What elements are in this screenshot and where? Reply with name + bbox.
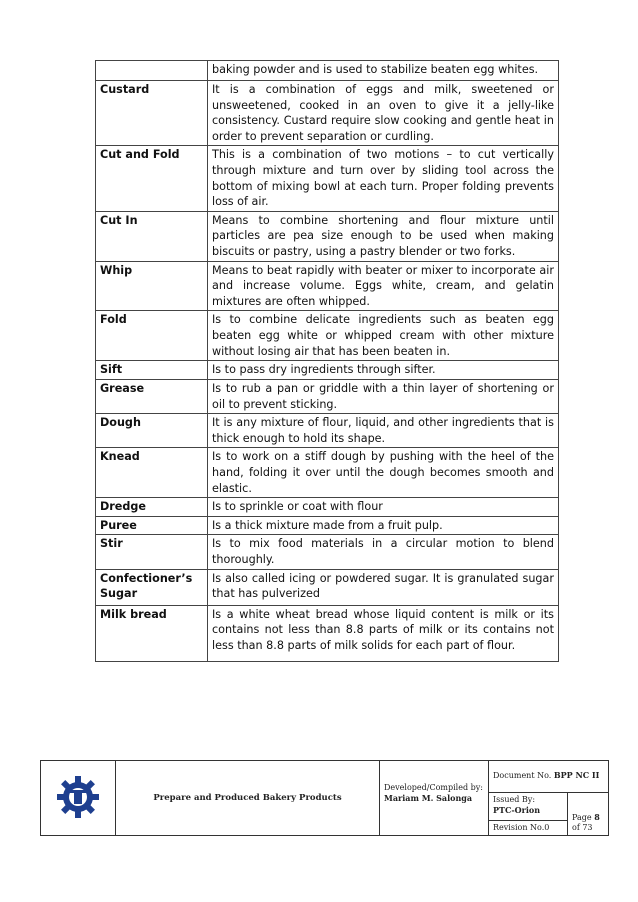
glossary-definition: Is to work on a stiff dough by pushing with the heel of the hand, folding it over until the dough becomes smooth and elastic. — [208, 448, 559, 498]
glossary-term: Stir — [96, 535, 208, 569]
glossary-row — [96, 361, 559, 380]
document-number-cell — [489, 761, 609, 793]
glossary-definition: Is also called icing or powdered sugar. It is granulated sugar that has pulverized — [208, 569, 559, 605]
glossary-table — [95, 60, 559, 662]
glossary-definition: Is to combine delicate ingredients such as beaten egg beaten egg white or whipped cream with other mixture without losing air that has been beaten in. — [208, 311, 559, 361]
glossary-definition: Is a thick mixture made from a fruit pulp. — [208, 516, 559, 535]
glossary-term: Sift — [96, 361, 208, 380]
glossary-row — [96, 498, 559, 517]
revision-cell: Revision No.0 — [489, 820, 568, 835]
developer-name: Mariam M. Salonga — [384, 793, 473, 803]
logo-cell — [41, 761, 116, 836]
glossary-definition: It is any mixture of flour, liquid, and other ingredients that is thick enough to hold its shape. — [208, 414, 559, 448]
issuer-name: PTC-Orion — [493, 805, 541, 815]
glossary-term: Custard — [96, 81, 208, 146]
glossary-term: Grease — [96, 380, 208, 414]
glossary-row — [96, 261, 559, 311]
glossary-term: Puree — [96, 516, 208, 535]
glossary-row — [96, 605, 559, 661]
glossary-definition: baking powder and is used to stabilize beaten egg whites. — [208, 61, 559, 81]
glossary-term: Cut and Fold — [96, 146, 208, 211]
developed-label: Developed/Compiled by: — [384, 783, 483, 792]
glossary-row — [96, 61, 559, 81]
tesda-logo-icon — [55, 774, 101, 820]
glossary-term: Dredge — [96, 498, 208, 517]
document-footer — [40, 760, 609, 836]
glossary-row — [96, 569, 559, 605]
page-number: 8 — [594, 812, 600, 822]
glossary-definition: Is to rub a pan or griddle with a thin layer of shortening or oil to prevent sticking. — [208, 380, 559, 414]
glossary-term: Dough — [96, 414, 208, 448]
glossary-definition: Is a white wheat bread whose liquid content is milk or its contains not less than 8.8 parts of milk or its contains not less than 8.8 parts of milk solids for each part of flour. — [208, 605, 559, 661]
glossary-row — [96, 311, 559, 361]
glossary-term: Confectioner’s Sugar — [96, 569, 208, 605]
glossary-definition: This is a combination of two motions – to cut vertically through mixture and turn over by sliding tool across the bottom of mixing bowl at each turn. Proper folding prevents loss of air. — [208, 146, 559, 211]
glossary-definition: Is to mix food materials in a circular motion to blend thoroughly. — [208, 535, 559, 569]
glossary-row — [96, 535, 559, 569]
glossary-row — [96, 211, 559, 261]
page-total: of 73 — [572, 823, 593, 832]
glossary-definition: Means to combine shortening and flour mixture until particles are pea size enough to be used when making biscuits or pastry, using a pastry blender or two forks. — [208, 211, 559, 261]
glossary-row — [96, 380, 559, 414]
issued-by-cell — [489, 793, 568, 821]
glossary-row — [96, 448, 559, 498]
document-number: BPP NC II — [553, 770, 600, 780]
glossary-definition: Is to sprinkle or coat with flour — [208, 498, 559, 517]
glossary-term: Knead — [96, 448, 208, 498]
glossary-term: Whip — [96, 261, 208, 311]
glossary-term: Cut In — [96, 211, 208, 261]
glossary-row — [96, 146, 559, 211]
issued-label: Issued By: — [493, 795, 536, 804]
page-cell — [568, 793, 609, 836]
glossary-definition: Is to pass dry ingredients through sifter. — [208, 361, 559, 380]
glossary-row — [96, 81, 559, 146]
glossary-term — [96, 61, 208, 81]
page-label: Page — [572, 813, 592, 822]
glossary-term: Fold — [96, 311, 208, 361]
developed-by-cell — [380, 761, 489, 836]
glossary-definition: Means to beat rapidly with beater or mixer to incorporate air and increase volume. Eggs white, cream, and gelatin mixtures are often whipped. — [208, 261, 559, 311]
glossary-row — [96, 516, 559, 535]
glossary-definition: It is a combination of eggs and milk, sweetened or unsweetened, cooked in an oven to give it a jelly-like consistency. Custard require slow cooking and gentle heat in order to prevent separation or curdling. — [208, 81, 559, 146]
document-label: Document No. — [493, 771, 552, 780]
glossary-row — [96, 414, 559, 448]
glossary-term: Milk bread — [96, 605, 208, 661]
footer-title: Prepare and Produced Bakery Products — [116, 761, 380, 836]
